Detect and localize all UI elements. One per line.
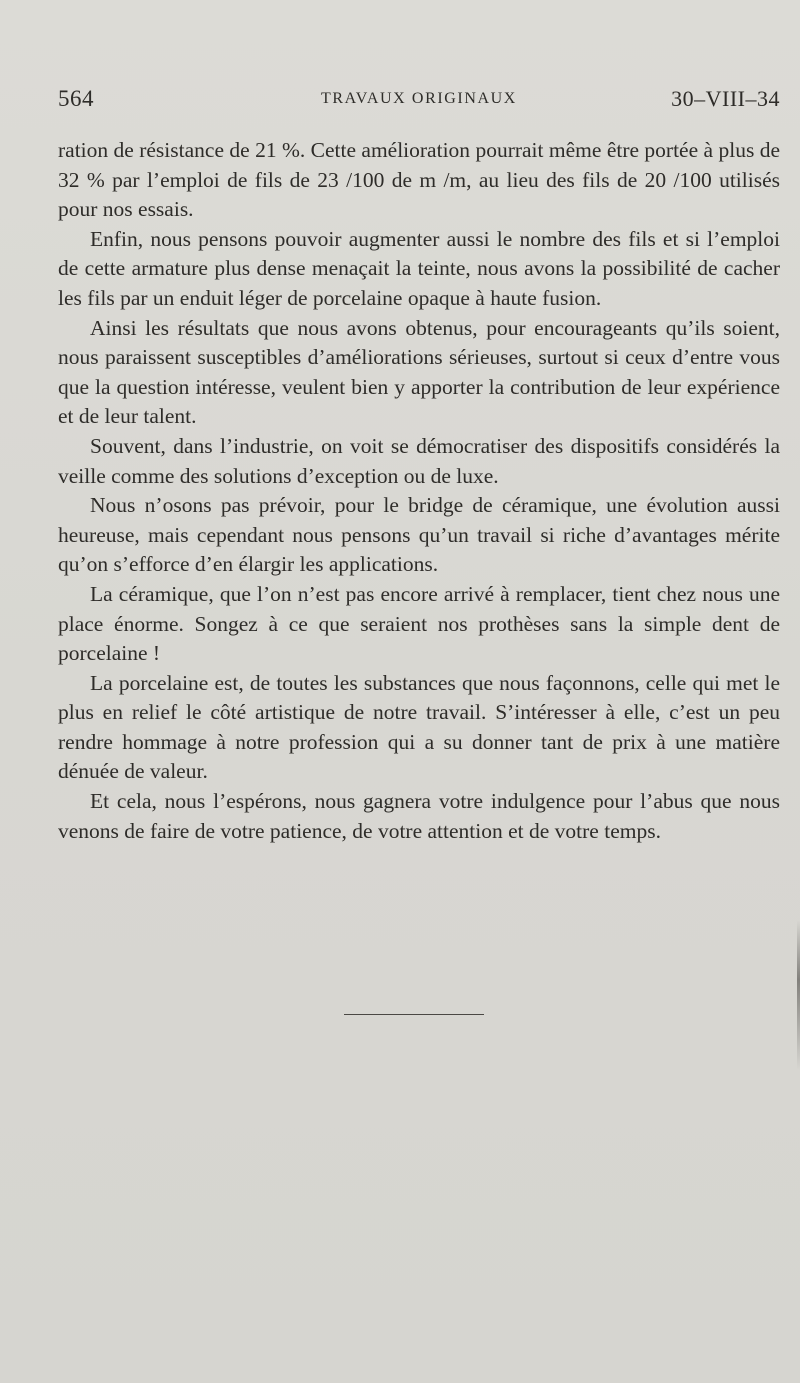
paragraph: Nous n’osons pas prévoir, pour le bridge de céramique, une évolution aussi heureuse, mais cependant nous pensons qu’un travail si riche d’avantages mérite qu’on s’efforce d’en élargir les applications. bbox=[58, 493, 780, 577]
page-number: 564 bbox=[58, 86, 94, 111]
issue-date: 30–VIII–34 bbox=[671, 86, 780, 111]
body-text bbox=[58, 136, 780, 846]
paragraph-continuation: ration de résistance de 21 %. Cette amélioration pourrait même être portée à plus de 32 % par l’emploi de fils de 23 /100 de m /m, au lieu des fils de 20 /100 utilisés pour nos essais. bbox=[58, 138, 780, 222]
paragraph: Et cela, nous l’espérons, nous gagnera votre indulgence pour l’abus que nous venons de faire de votre patience, de votre attention et de votre temps. bbox=[58, 789, 780, 843]
paragraph: La porcelaine est, de toutes les substances que nous façonnons, celle qui met le plus en relief le côté artistique de notre travail. S’intéresser à elle, c’est un peu rendre hommage à notre profession qui a su donner tant de prix à une matière dénuée de valeur. bbox=[58, 670, 780, 784]
running-title: TRAVAUX ORIGINAUX bbox=[321, 90, 517, 107]
end-rule bbox=[344, 1014, 484, 1015]
paragraph: Ainsi les résultats que nous avons obtenus, pour encourageants qu’ils soient, nous paraissent susceptibles d’améliorations sérieuses, surtout si ceux d’entre vous que la question intéresse, veulent bien y apporter la contribution de leur expérience et de leur talent. bbox=[58, 315, 780, 429]
paragraph: Souvent, dans l’industrie, on voit se démocratiser des dispositifs considérés la veille comme des solutions d’exception ou de luxe. bbox=[58, 433, 780, 488]
paragraph: La céramique, que l’on n’est pas encore arrivé à remplacer, tient chez nous une place énorme. Songez à ce que seraient nos prothèses sans la simple dent de porcelaine ! bbox=[58, 581, 780, 666]
page-header bbox=[58, 86, 780, 116]
paragraph: Enfin, nous pensons pouvoir augmenter aussi le nombre des fils et si l’emploi de cette armature plus dense menaçait la teinte, nous avons la possibilité de cacher les fils par un enduit léger de porcelaine opaque à haute fusion. bbox=[58, 226, 780, 310]
